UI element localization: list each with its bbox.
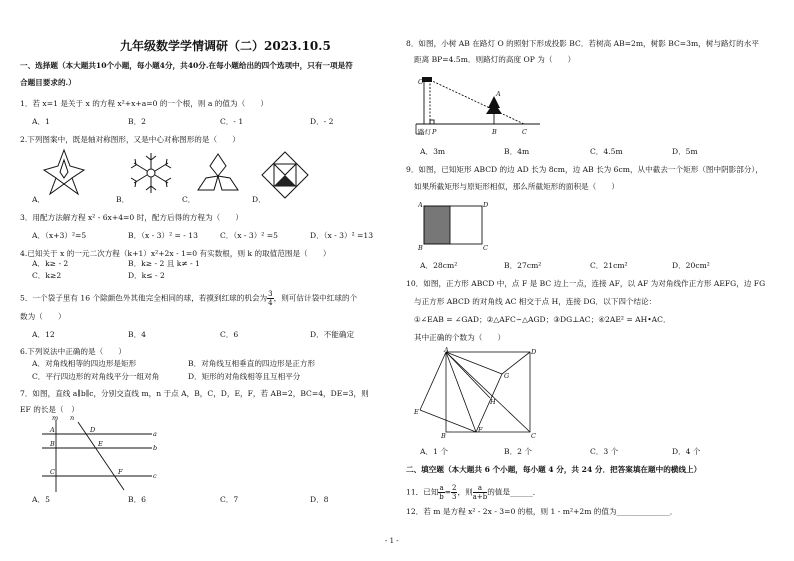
q11-equals: =: [444, 487, 452, 497]
right-column: [400, 0, 780, 561]
q2-figure-b: [126, 150, 176, 196]
q5-stem-part2: ，则可估计袋中红球的个: [273, 293, 358, 303]
q2-option-a: A．: [32, 195, 46, 204]
q3-option-b: B．（x - 3）² = - 13: [128, 231, 198, 240]
q9-label-D: D: [483, 201, 489, 209]
q2-option-b: B．: [116, 195, 130, 204]
section1-heading: 一、选择题（本大题共10个小题，每小题4分，共40分.在每小题给出的四个选项中，只有一项是符: [20, 61, 353, 70]
q7-label-D: D: [90, 426, 96, 434]
q8-label-B: B: [492, 128, 497, 136]
page-number: - 1 -: [385, 537, 399, 545]
q7-option-a: A．5: [32, 495, 50, 504]
q11-stem: [406, 484, 540, 501]
q8-stem: 8．如图，小树 AB 在路灯 O 的照射下形成投影 BC．若树高 AB=2m，树影 BC=3m，树与路灯的水平: [406, 39, 759, 48]
q3-option-c: C．（x - 3）² =5: [220, 231, 278, 240]
q8-figure: [414, 72, 544, 138]
q10-label-G: G: [504, 372, 510, 380]
q2-figure-c: [192, 150, 244, 196]
q10-option-a: A．1 个: [420, 447, 448, 456]
q1-option-c: C．- 1: [220, 117, 244, 126]
q11-fraction-1-den: b: [439, 493, 444, 501]
q3-option-a: A．（x+3）²=5: [32, 231, 87, 240]
left-column: [20, 0, 400, 561]
q4-option-b: B．k≥ - 2 且 k≠ - 1: [128, 259, 200, 268]
q8-option-b: B．4m: [504, 147, 530, 156]
q7-figure: [40, 414, 160, 494]
q1-stem: 1．若 x=1 是关于 x 的方程 x²+x+a=0 的一个根，则 a 的值为（ ）: [20, 99, 268, 108]
q7-option-b: B．6: [128, 495, 147, 504]
q2-option-c: C．: [182, 195, 196, 204]
q7-label-A: A: [50, 426, 55, 434]
q3-stem: 3．用配方法解方程 x² - 6x+4=0 时，配方后得的方程为（ ）: [20, 213, 243, 222]
q4-option-d: D．k≤ - 2: [128, 271, 165, 280]
q7-label-n: n: [70, 414, 75, 422]
q10-label-E: E: [414, 408, 419, 416]
q11-text-post: 的值是______．: [487, 487, 541, 497]
q9-option-d: D．20cm²: [672, 261, 710, 270]
q6-option-c: C．平行四边形的对角线平分一组对角: [32, 372, 160, 381]
q1-option-b: B．2: [128, 117, 147, 126]
q9-stem-cont: 如果所截矩形与原矩形相似，那么所截矩形的面积是（ ）: [414, 182, 620, 191]
q10-option-b: B．2 个: [504, 447, 533, 456]
q4-option-a: A．k≥ - 2: [32, 259, 69, 268]
q5-stem-part1: 5．一个袋子里有 16 个除颜色外其他完全相同的球，若摸到红球的机会为: [20, 293, 268, 303]
q10-stem: 10．如图，正方形 ABCD 中，点 F 是 BC 边上一点，连接 AF，以 AF 为对角线作正方形 AEFG，边 FG: [406, 279, 766, 288]
q11-fraction-1-num: a: [439, 484, 444, 492]
q10-label-D: D: [531, 348, 537, 356]
q6-option-d: D．矩形的对角线相等且互相平分: [188, 372, 301, 381]
q8-label-P: P: [432, 128, 437, 136]
q10-label-A: A: [444, 346, 449, 354]
q7-label-C: C: [50, 468, 55, 476]
q1-option-d: D．- 2: [310, 117, 334, 126]
q8-label-lamp: 路灯: [418, 128, 431, 136]
q7-label-E: E: [98, 440, 103, 448]
q5-stem: [20, 290, 357, 307]
q9-option-c: C．21cm²: [590, 261, 628, 270]
q8-label-O: O: [418, 78, 424, 86]
q4-stem: 4.已知关于 x 的一元二次方程（k+1）x²+2x - 1=0 有实数根，则 k 的取值范围是（ ）: [20, 249, 331, 258]
q2-option-d: D．: [252, 195, 266, 204]
q9-label-C: C: [483, 244, 488, 252]
q7-label-B: B: [50, 440, 55, 448]
q9-figure: [418, 200, 490, 252]
section1-heading-cont: 合题目要求的.）: [20, 78, 76, 87]
q11-fraction-3-num: a: [473, 484, 488, 493]
q10-label-B: B: [441, 432, 446, 438]
q7-label-m: m: [52, 414, 59, 422]
q10-stem-question: 其中正确的个数为（ ）: [414, 333, 506, 342]
q7-label-F: F: [118, 468, 123, 476]
q10-conclusions: ①∠EAB = ∠GAD；②△AFC∽△AGD；③DG⊥AC；④2AE² = AH•AC．: [414, 315, 671, 324]
q5-fraction-den: 4: [268, 299, 273, 307]
q11-text-mid: ，则: [457, 487, 473, 497]
q11-text-pre: 11．已知: [406, 487, 439, 497]
q3-option-d: D．（x - 3）² =13: [310, 231, 374, 240]
q8-stem-cont: 距离 BP=4.5m．则路灯的高度 OP 为（ ）: [414, 55, 576, 64]
q5-stem-cont: 数为（ ）: [20, 312, 66, 321]
q2-stem: 2.下列图案中，既是轴对称图形，又是中心对称图形的是（ ）: [20, 135, 240, 144]
q7-stem: 7．如图，直线 a∥b∥c，分别交直线 m，n 于点 A，B，C，D，E，F，若 AB=2，BC=4，DE=3，则: [20, 389, 369, 398]
q11-fraction-2-num: 2: [452, 484, 457, 492]
q8-label-C: C: [522, 128, 527, 136]
q1-option-a: A．1: [32, 117, 50, 126]
q8-option-d: D．5m: [672, 147, 698, 156]
q6-option-b: B．对角线互相垂直的四边形是正方形: [188, 359, 316, 368]
q6-option-a: A．对角线相等的四边形是矩形: [32, 359, 137, 368]
q8-option-c: C．4.5m: [590, 147, 623, 156]
q10-stem-cont: 与正方形 ABCD 的对角线 AC 相交于点 H，连接 DG．以下四个结论：: [414, 297, 657, 306]
q5-fraction-num: 3: [268, 290, 273, 298]
q7-option-d: D．8: [310, 495, 329, 504]
q11-fraction-3-den: a+b: [472, 493, 488, 501]
q10-figure: [414, 346, 544, 438]
q9-label-B: B: [418, 244, 423, 252]
q5-option-a: A．12: [32, 330, 55, 339]
q7-label-c: c: [153, 472, 157, 480]
q9-option-a: A．28cm²: [420, 261, 458, 270]
q5-option-b: B．4: [128, 330, 147, 339]
q2-figure-d: [260, 150, 310, 200]
q10-label-C: C: [531, 432, 536, 438]
q7-option-c: C．7: [220, 495, 239, 504]
q12-stem: 12．若 m 是方程 x² - 2x - 3=0 的根，则 1 - m²+2m 的值为______________．: [406, 507, 678, 516]
q5-option-c: C．6: [220, 330, 239, 339]
q8-label-A: A: [496, 90, 501, 98]
q4-option-c: C．k≥2: [32, 271, 62, 280]
q9-option-b: B．27cm²: [504, 261, 542, 270]
q6-stem: 6.下列说法中正确的是（ ）: [20, 347, 126, 356]
q10-option-c: C．3 个: [590, 447, 619, 456]
q9-stem: 9．如图，已知矩形 ABCD 的边 AD 长为 8cm，边 AB 长为 6cm，从中截去一个矩形（图中阴影部分），: [406, 165, 763, 174]
q11-fraction-2-den: 3: [452, 493, 457, 501]
q8-option-a: A．3m: [420, 147, 446, 156]
q10-option-d: D．4 个: [672, 447, 701, 456]
q9-label-A: A: [418, 201, 423, 209]
section2-heading: 二、填空题（本大题共 6 个小题，每小题 4 分，共 24 分．把答案填在题中的横线上）: [406, 465, 702, 474]
q7-label-a: a: [153, 430, 157, 438]
q11-fraction-3: [473, 484, 488, 501]
q10-label-F: F: [478, 426, 483, 434]
q5-option-d: D．不能确定: [310, 330, 355, 339]
q10-label-H: H: [490, 398, 496, 406]
q7-stem-cont: EF 的长是（ ）: [20, 405, 79, 414]
page-title: 九年级数学学情调研（二）2023.10.5: [120, 39, 331, 53]
q2-figure-a: [42, 148, 86, 200]
q7-label-b: b: [153, 444, 158, 452]
